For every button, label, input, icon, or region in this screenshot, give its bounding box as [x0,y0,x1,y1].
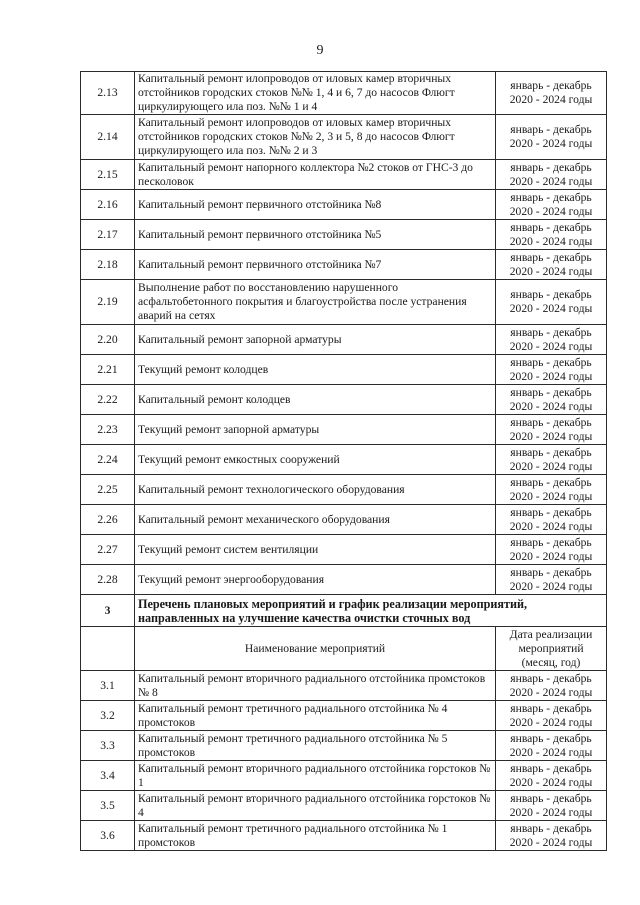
date-years: 2020 - 2024 годы [509,429,593,443]
measure-date [496,250,607,280]
date-months: январь - декабрь [510,821,592,835]
measure-date [496,385,607,415]
date-months: январь - декабрь [510,475,592,489]
date-years: 2020 - 2024 годы [509,302,593,315]
measure-date [496,565,607,595]
date-months: январь - декабрь [510,731,592,745]
measures-table [80,71,607,851]
column-header-row [81,627,607,671]
measure-name: Капитальный ремонт третичного радиального отстойника № 5 промстоков [135,731,496,761]
measure-name: Капитальный ремонт вторичного радиального отстойника горстоков № 4 [135,791,496,821]
measure-date [496,761,607,791]
measure-name: Текущий ремонт энергооборудования [135,565,496,595]
measure-date [496,671,607,701]
date-months: январь - декабрь [510,190,592,204]
date-months: январь - декабрь [510,288,592,301]
measure-name: Капитальный ремонт первичного отстойника №5 [135,220,496,250]
row-number: 2.15 [81,160,135,190]
row-number: 2.26 [81,505,135,535]
date-months: январь - декабрь [510,79,592,92]
table-row [81,325,607,355]
table-row [81,72,607,115]
measure-date [496,190,607,220]
header-empty-cell [81,627,135,671]
row-number: 3.3 [81,731,135,761]
table-row [81,731,607,761]
measure-date [496,731,607,761]
date-months: январь - декабрь [510,250,592,264]
date-years: 2020 - 2024 годы [509,234,593,248]
table-row [81,385,607,415]
measure-name: Текущий ремонт емкостных сооружений [135,445,496,475]
table-row [81,280,607,325]
date-months: январь - декабрь [510,385,592,399]
measure-date [496,445,607,475]
measure-date [496,535,607,565]
date-years: 2020 - 2024 годы [509,399,593,413]
row-number: 2.13 [81,72,135,115]
date-years: 2020 - 2024 годы [509,264,593,278]
measure-date [496,701,607,731]
date-months: январь - декабрь [510,220,592,234]
date-years: 2020 - 2024 годы [509,489,593,503]
measure-date [496,72,607,115]
measure-name: Капитальный ремонт третичного радиального отстойника № 4 промстоков [135,701,496,731]
date-years: 2020 - 2024 годы [509,137,593,150]
table-row [81,190,607,220]
column-header-name: Наименование мероприятий [135,627,496,671]
measure-date [496,115,607,160]
column-header-date: Дата реализации мероприятий (месяц, год) [496,627,607,671]
measure-name: Текущий ремонт систем вентиляции [135,535,496,565]
row-number: 2.21 [81,355,135,385]
row-number: 2.14 [81,115,135,160]
table-row [81,475,607,505]
date-years: 2020 - 2024 годы [509,745,593,759]
table-row [81,505,607,535]
measure-name: Выполнение работ по восстановлению нарушенного асфальтобетонного покрытия и благоустройства после устранения аварий на сетях [135,280,496,325]
table-row [81,355,607,385]
measure-name: Капитальный ремонт запорной арматуры [135,325,496,355]
page-number: 9 [316,43,324,58]
date-years: 2020 - 2024 годы [509,835,593,849]
table-row [81,565,607,595]
measure-name: Капитальный ремонт вторичного радиального отстойника горстоков № 1 [135,761,496,791]
date-years: 2020 - 2024 годы [509,579,593,593]
table-row [81,160,607,190]
row-number: 3.2 [81,701,135,731]
table-row [81,761,607,791]
table-row [81,415,607,445]
row-number: 2.23 [81,415,135,445]
date-months: январь - декабрь [510,505,592,519]
date-months: январь - декабрь [510,535,592,549]
table-row [81,220,607,250]
measure-date [496,220,607,250]
measure-date [496,415,607,445]
table-row [81,671,607,701]
table-row [81,701,607,731]
row-number: 2.17 [81,220,135,250]
row-number: 3.4 [81,761,135,791]
row-number: 2.19 [81,280,135,325]
section-title: Перечень плановых мероприятий и график реализации мероприятий, направленных на улучшение качества очистки сточных вод [135,595,607,627]
date-months: январь - декабрь [510,160,592,174]
row-number: 2.24 [81,445,135,475]
measure-name: Капитальный ремонт технологического оборудования [135,475,496,505]
measure-date [496,475,607,505]
row-number: 2.18 [81,250,135,280]
measure-date [496,280,607,325]
row-number: 2.20 [81,325,135,355]
table-row [81,115,607,160]
row-number: 2.27 [81,535,135,565]
date-years: 2020 - 2024 годы [509,685,593,699]
date-months: январь - декабрь [510,761,592,775]
date-years: 2020 - 2024 годы [509,204,593,218]
measure-date [496,355,607,385]
measure-date [496,160,607,190]
date-years: 2020 - 2024 годы [509,174,593,188]
date-months: январь - декабрь [510,565,592,579]
section-header-row [81,595,607,627]
measure-name: Капитальный ремонт механического оборудования [135,505,496,535]
date-years: 2020 - 2024 годы [509,459,593,473]
measure-name: Текущий ремонт запорной арматуры [135,415,496,445]
table-row [81,535,607,565]
measure-name: Капитальный ремонт напорного коллектора №2 стоков от ГНС-3 до песколовок [135,160,496,190]
date-years: 2020 - 2024 годы [509,805,593,819]
measure-date [496,325,607,355]
measure-name: Текущий ремонт колодцев [135,355,496,385]
date-years: 2020 - 2024 годы [509,93,593,106]
row-number: 3.5 [81,791,135,821]
date-months: январь - декабрь [510,415,592,429]
row-number: 3.6 [81,821,135,851]
measure-name: Капитальный ремонт колодцев [135,385,496,415]
measure-name: Капитальный ремонт илопроводов от иловых камер вторичных отстойников городских стоков №№ 1, 4 и 6, 7 до насосов Флюгт циркулирующего ила поз. №№ 1 и 4 [135,72,496,115]
measure-name: Капитальный ремонт вторичного радиального отстойника промстоков № 8 [135,671,496,701]
row-number: 2.25 [81,475,135,505]
date-months: январь - декабрь [510,355,592,369]
date-months: январь - декабрь [510,671,592,685]
date-months: январь - декабрь [510,701,592,715]
date-years: 2020 - 2024 годы [509,715,593,729]
measures-table-body [81,72,607,851]
date-years: 2020 - 2024 годы [509,775,593,789]
date-years: 2020 - 2024 годы [509,339,593,353]
row-number: 2.28 [81,565,135,595]
date-years: 2020 - 2024 годы [509,549,593,563]
date-months: январь - декабрь [510,123,592,136]
table-row [81,791,607,821]
date-months: январь - декабрь [510,325,592,339]
measure-name: Капитальный ремонт третичного радиального отстойника № 1 промстоков [135,821,496,851]
measure-name: Капитальный ремонт первичного отстойника №8 [135,190,496,220]
measure-name: Капитальный ремонт илопроводов от иловых камер вторичных отстойников городских стоков №№ 2, 3 и 5, 8 до насосов Флюгт циркулирующего ила поз. №№ 2 и 3 [135,115,496,160]
measure-date [496,821,607,851]
date-months: январь - декабрь [510,445,592,459]
section-number: 3 [81,595,135,627]
table-row [81,250,607,280]
measure-name: Капитальный ремонт первичного отстойника №7 [135,250,496,280]
date-years: 2020 - 2024 годы [509,519,593,533]
table-row [81,445,607,475]
measure-date [496,791,607,821]
row-number: 2.16 [81,190,135,220]
table-row [81,821,607,851]
row-number: 2.22 [81,385,135,415]
date-years: 2020 - 2024 годы [509,369,593,383]
measure-date [496,505,607,535]
date-months: январь - декабрь [510,791,592,805]
row-number: 3.1 [81,671,135,701]
